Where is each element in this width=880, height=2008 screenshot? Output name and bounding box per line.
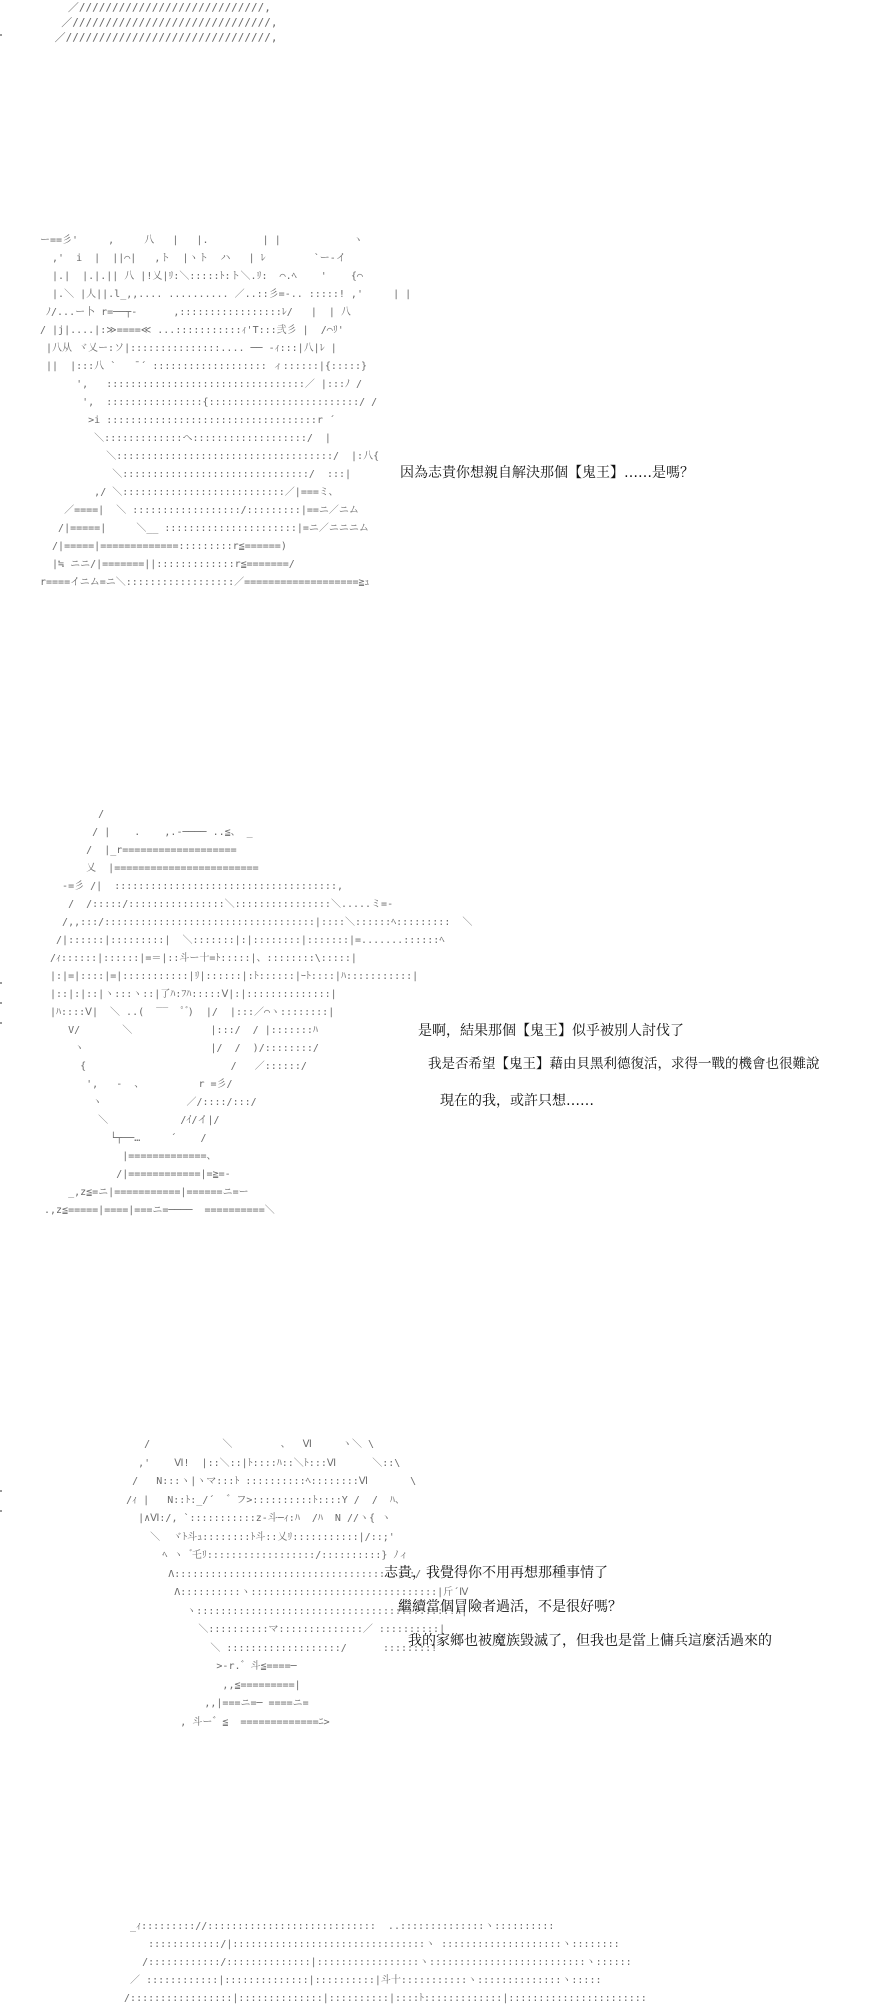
ascii-art-character-2: / / | . ,.-──── ..≦、 _ / |_r=================== 乂 |======================== -=彡 /| :::::::::::::::::::::::::::::::::::::, / /:::::/::::::::::::::::＼::::::::::::::::＼.....ミ=- /,,:::/:::::::::::::::::::::::::::::::::::|::::＼::::::ﾍ::::::::: ＼ /|::::::|:::::::::| ＼:::::::|:|::::::::|:::::::|=.......::::::ﾍ /ｨ::::::|::::::|=＝|::斗ー十=ﾄ:::::|、::::::::\:::::| |:|=|::::|=|:::::::::::|ﾘ|::::::|:ﾄ::::::|ｰﾄ::::|ﾊ:::::::::::| |::|:|::|ヽ:::ヽ::|了ﾊ:ﾌﾊ:::::Ⅴ|:|::::::::::::::| |ﾊ::::Ⅴ| ＼ ..( ‾‾ ﾟ ゙) |/ |:::／⌒ヽ::::::::| V/ ＼ |:::/ / |:::::::ﾊ ヽ |/ / )/::::::::/ { / ／::::::/ ', ‐ 、 r =彡/ ヽ ／/::::/:::/ ＼ /ｲ/イ|/ └┬──… ´ / |=============、 /|============|=≧=- _,z≦=ニ|===========|======ニ=ー .,z≦=====|====|===ニ=──── ==========＼	[44, 809, 473, 1216]
dialogue-line: 現在的我，或許只想……	[440, 1093, 594, 1109]
dialogue-line: 是啊，結果那個【鬼王】似乎被別人討伐了	[418, 1023, 684, 1039]
ascii-art-character-4: _ｨ::::::::://:::::::::::::::::::::::::::: ..::::::::::::::ヽ:::::::::: ::::::::::::/|::::::::::::::::::::::::::::::::ヽ ::::::::::::::::::::ヽ:::::::: /::::::::::::/::::::::::::::|:::::::::::::::::ヽ::::::::::::::::::::::::::ヽ:::::: ／ ::::::::::::|::::::::::::::|::::::::::|斗十:::::::::::ヽ::::::::::::::ヽ::::: /:::::::::::::::::|::::::::::::::|::::::::::|::::ﾄ:::::::::::::|:::::::::::::::::::::::	[124, 1921, 647, 2004]
dialogue-line: 志貴，我覺得你不用再想那種事情了	[384, 1565, 608, 1581]
dialogue-line: 因為志貴你想親自解決那個【鬼王】……是嗎？	[400, 465, 694, 481]
margin-mark	[0, 1490, 2, 1492]
margin-mark	[0, 982, 2, 984]
margin-mark	[0, 34, 2, 36]
dialogue-line: 我是否希望【鬼王】藉由貝黑利德復活，求得一戰的機會也很難說	[428, 1056, 820, 1072]
dialogue-line: 繼續當個冒險者過活，不是很好嗎？	[398, 1599, 622, 1615]
ascii-art-hatch: ／////////////////////////////, ／//////////////////////////////, ／///////////////////////////////,	[54, 1, 278, 44]
dialogue-line: 我的家鄉也被魔族毀滅了，但我也是當上傭兵這麼活過來的	[408, 1633, 772, 1649]
margin-mark	[0, 1022, 2, 1024]
margin-mark	[0, 1510, 2, 1512]
ascii-art-character-1: ー==彡' , 八 | |. | | ヽ ,' i | ||⌒| ,ト |ヽト ハ | ﾚ `ー-イ |.| |.|.|| 八 |!乂|ﾘ:＼:::::ﾄ:ト＼.ﾘ: ⌒.ﾍ ' {⌒ |.＼ |人||.l_,,.... .......... ／..::彡=-.. :::::! ,' | | ﾉ/...ー卜 r=──┬‐ ,:::::::::::::::::ﾚ/ | | 八 / |j|....|:≫====≪ ...:::::::::::ｨ'T:::弐彡 | /⌒ﾘ' |八从 ヾ乂ー:ソ|:::::::::::::::.... ── -ｨ:::|八|ﾚ | || |:::八 ` ̄ ´ ::::::::::::::::::: ィ::::::|{:::::} ', :::::::::::::::::::::::::::::::::／ |:::ﾉ / ', ::::::::::::::::{:::::::::::::::::::::::::/ / >i :::::::::::::::::::::::::::::::::::r ´ ＼:::::::::::::へ:::::::::::::::::::/ | ＼::::::::::::::::::::::::::::::::::::/ |:八{ ＼:::::::::::::::::::::::::::::::/ :::| ,/ ＼:::::::::::::::::::::::::::／|===ミ、 ／====| ＼ ::::::::::::::::::/:::::::::|==ニ／ニム /|=====| ＼__ ::::::::::::::::::::::|=ニ／ニニニム /|=====|=============:::::::::r≦======) |≒ ニニ/|=======||:::::::::::::r≦=======/ r====イニム=ニ＼::::::::::::::::::／===================≧ｭ	[40, 235, 412, 588]
ascii-art-character-3: / ＼ 、 Ⅵ ヽ＼ \ ,' Ⅵ! |::＼::|ﾄ::::ﾊ::＼ﾄ:::Ⅵ ＼::\ / N:::ヽ|ヽマ:::ﾄ ::::::::::ﾍ::::::::Ⅵ \ /ｨ | N::ﾄ:_/´ ゛フ>::::::::::ﾄ::::Y / / ﾊ、 |∧Ⅵ:/, `:::::::::::z-斗─ｨ:ﾊ /ﾊ N //ヽ{ ヽ ＼ ヾﾄ斗ｭ::::::::ﾄ斗::乂ﾘ:::::::::::|/::;' ﾍ ヽ ゙乇ﾘ::::::::::::::::::/::::::::::} ﾉィ Λ::::::::::::::::::::::::::::::::::::::::/ | Λ::::::::::ヽ:::::::::::::::::::::::::::::::|斤´Ⅳ ヽ::::::::::::::::::::::::::::::::::::::::::!∧| ＼::::::::::マ::::::::::::::／ ::::::::::| ＼ :::::::::::::::::::/ ::::::::! >‐r.゛斗≦====─ ,,≦=========| ,,|===ニ=─ ====ニ= , 斗ー゛≦ =============ﾆ>	[126, 1439, 469, 1728]
margin-mark	[0, 1002, 2, 1004]
